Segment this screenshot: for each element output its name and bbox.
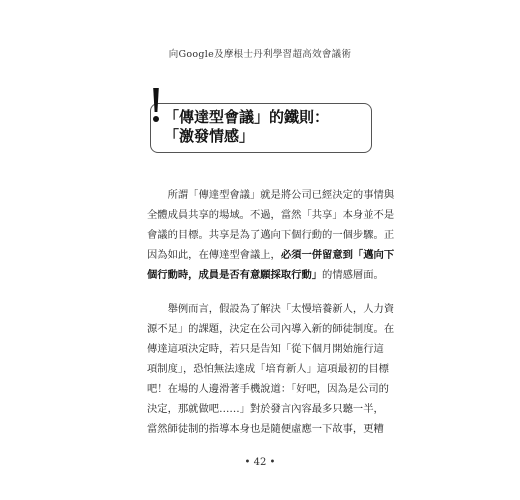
paragraph-2-line-7: 當然師徒制的指導本身也是隨便虛應一下故事，更糟 (147, 423, 384, 435)
paragraph-1-line-4-text: 因為如此，在傳達型會議上， (147, 249, 281, 261)
paragraph-2-line-6: 決定，那就做吧……」對於發言內容最多只聽一半， (147, 403, 384, 415)
paragraph-2-line-2: 源不足」的課題，決定在公司內導入新的師徒制度。在 (147, 323, 395, 335)
exclamation-icon (151, 88, 161, 124)
paragraph-1-emphasis-start: 必須一併留意到「邁向下 (280, 249, 395, 261)
paragraph-1-line-5-tail: 的情感層面。 (322, 269, 384, 281)
paragraph-1-line-4 (147, 245, 395, 265)
paragraph-2-line-4: 項制度」，恐怕無法達成「培育新人」這項最初的目標 (147, 363, 389, 375)
running-header: 向Google及摩根士丹利學習超高效會議術 (168, 49, 352, 60)
section-title-line-2: 「激發情感」 (164, 127, 255, 145)
paragraph-1 (147, 185, 395, 285)
paragraph-2 (147, 299, 395, 439)
page-number: • 42 • (244, 457, 276, 468)
paragraph-1-line-2: 全體成員共享的場域。不過，當然「共享」本身並不是 (147, 209, 395, 221)
paragraph-1-emphasis-end: 個行動時，成員是否有意願採取行動」 (147, 269, 323, 281)
paragraph-2-line-1: 舉例而言，假設為了解決「太慢培養新人，人力資 (167, 303, 395, 315)
paragraph-1-line-3: 會議的目標。共享是為了邁向下個行動的一個步驟。正 (147, 229, 395, 241)
paragraph-2-line-3: 傳達這項決定時，若只是告知「從下個月開始施行這 (147, 343, 384, 355)
paragraph-1-line-1: 所謂「傳達型會議」就是將公司已經決定的事情與 (167, 189, 395, 201)
section-title (164, 108, 329, 146)
paragraph-2-line-5: 吧！在場的人邊滑著手機說道：「好吧，因為是公司的 (147, 383, 389, 395)
paragraph-1-line-5 (147, 265, 384, 285)
section-title-line-1: 「傳達型會議」的鐵則： (164, 108, 330, 126)
